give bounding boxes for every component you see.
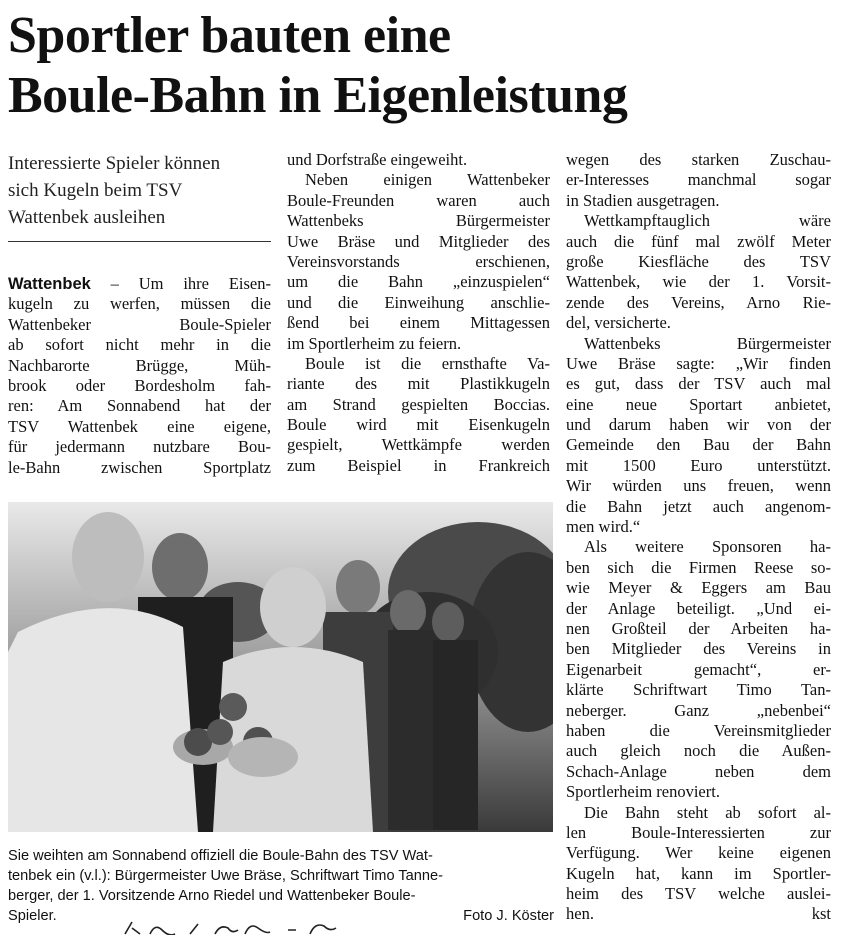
text-line: ab sofort nicht mehr in die <box>8 335 271 355</box>
article-column-2 <box>287 150 550 476</box>
article-column-3 <box>566 150 831 925</box>
caption-line: Spieler. <box>8 908 57 924</box>
text-line: Boule ist die ernsthafte Va- <box>305 353 550 373</box>
text-line: Sportlerheim renoviert. <box>566 782 720 802</box>
text-line: Nachbarorte Brügge, Müh- <box>8 355 271 375</box>
text-line: die Bahn jetzt auch angenom- <box>566 496 831 516</box>
text-line: eine neue Sportart anbietet, <box>566 394 831 414</box>
text-line-end: hen. <box>566 904 594 924</box>
text-line: klärte Schriftwart Timo Tan- <box>566 680 831 700</box>
text-line: auch die fünf mal zwölf Meter <box>566 231 831 251</box>
text-line: Verfügung. Wer keine eigenen <box>566 843 831 863</box>
text-line: nen Großteil der Arbeiten ha- <box>566 618 831 638</box>
text-line: Boule wird mit Eisenkugeln <box>287 415 550 435</box>
text-line: Uwe Bräse sagte: „Wir finden <box>566 353 831 373</box>
text-line: mit 1500 Euro unterstützt. <box>566 455 831 475</box>
text-line: auch gleich noch die Außen- <box>566 741 831 761</box>
text-line: Schach-Anlage neben dem <box>566 761 831 781</box>
text-line: ben Mitglieder des Vereins in <box>566 639 831 659</box>
article-photo <box>8 502 553 832</box>
text-line: Eigenarbeit gemacht“, er- <box>566 659 831 679</box>
caption-line: tenbek ein (v.l.): Bürgermeister Uwe Bräse, Schriftwart Timo Tanne- <box>8 868 443 884</box>
text-line: neberger. Ganz „nebenbei“ <box>566 700 831 720</box>
text-line: Boule-Freunden waren auch <box>287 190 550 210</box>
text-line: für jedermann nutzbare Bou- <box>8 437 271 457</box>
text-line: brook oder Bordesholm fah- <box>8 375 271 395</box>
text-line: und Dorfstraße eingeweiht. <box>287 150 468 169</box>
headline-line-2: Boule-Bahn in Eigenleistung <box>8 67 628 124</box>
text-line: Wettkampftauglich wäre <box>584 211 831 231</box>
subhead-line: sich Kugeln beim TSV <box>8 180 183 201</box>
text-line: Wattenbek – Um ihre Eisen- <box>8 274 271 293</box>
text-line: Wir würden uns freuen, wenn <box>566 476 831 496</box>
text-line: in Stadien ausgetragen. <box>566 190 720 210</box>
text-line: zum Beispiel in Frankreich <box>287 455 550 475</box>
headline-line-1: Sportler bauten eine <box>8 7 451 64</box>
subhead-line: Wattenbek ausleihen <box>8 207 166 228</box>
text-line: und die Einweihung anschlie- <box>287 292 550 312</box>
text-line: der Anlage beteiligt. „Und ei- <box>566 598 831 618</box>
text-line: um die Bahn „einzuspielen“ <box>287 272 550 292</box>
article-column-1 <box>8 274 271 478</box>
headline <box>8 6 838 126</box>
text-line: gespielt, Wettkämpfe werden <box>287 435 550 455</box>
text-line: große Kiesfläche des TSV <box>566 251 831 271</box>
photo-credit: Foto J. Köster <box>463 908 554 924</box>
text-line: del, versicherte. <box>566 313 671 333</box>
text-line: wegen des starken Zuschau- <box>566 150 831 169</box>
text-line: riante des mit Plastikkugeln <box>287 374 550 394</box>
text-line: Wattenbeks Bürgermeister <box>584 333 831 353</box>
text-line: TSV Wattenbek eine eigene, <box>8 416 271 436</box>
caption-line: Sie weihten am Sonnabend offiziell die Boule-Bahn des TSV Wat- <box>8 848 433 864</box>
text-line <box>566 904 831 924</box>
text-line: Neben einigen Wattenbeker <box>305 170 550 190</box>
text-line: und darum haben wir von der <box>566 415 831 435</box>
text-line: haben die Vereinsmitglieder <box>566 720 831 740</box>
text-line: Uwe Bräse und Mitglieder des <box>287 231 550 251</box>
text-line: er-Interesses manchmal sogar <box>566 170 831 190</box>
caption-line: berger, der 1. Vorsitzende Arno Riedel und Wattenbeker Boule- <box>8 888 416 904</box>
handwritten-date-annotation <box>120 918 360 935</box>
text-line: zende des Vereins, Arno Rie- <box>566 292 831 312</box>
subhead-line: Interessierte Spieler können <box>8 153 221 174</box>
text-line: len Boule-Interessierten zur <box>566 822 831 842</box>
text-line: Kugeln hat, kann im Sportler- <box>566 863 831 883</box>
text-line: es gut, dass der TSV auch mal <box>566 374 831 394</box>
text-line: Vereinsvorstands erschienen, <box>287 251 550 271</box>
text-line: ben sich die Firmen Reese so- <box>566 557 831 577</box>
text-line: kugeln zu werfen, müssen die <box>8 294 271 314</box>
text-line: Wattenbek, wie der 1. Vorsit- <box>566 272 831 292</box>
subhead-divider <box>8 241 271 242</box>
text-line: ßend bei einem Mittagessen <box>287 313 550 333</box>
text-line: am Strand gespielten Boccias. <box>287 394 550 414</box>
subheadline <box>8 150 270 231</box>
text-line: Als weitere Sponsoren ha- <box>584 537 831 557</box>
photo-illustration <box>8 502 553 832</box>
text-line: men wird.“ <box>566 517 641 537</box>
photo-caption <box>8 846 554 926</box>
text-line: heim des TSV welche auslei- <box>566 884 831 904</box>
text-line: Wattenbeker Boule-Spieler <box>8 314 271 334</box>
text-line: ren: Am Sonnabend hat der <box>8 396 271 416</box>
dateline: Wattenbek <box>8 275 91 293</box>
text-line: Wattenbeks Bürgermeister <box>287 211 550 231</box>
text-line: le-Bahn zwischen Sportplatz <box>8 457 271 477</box>
text-line: Gemeinde den Bau der Bahn <box>566 435 831 455</box>
text-line: im Sportlerheim zu feiern. <box>287 333 462 353</box>
text-line: wie Meyer & Eggers am Bau <box>566 578 831 598</box>
author-initials: kst <box>811 904 831 924</box>
text-line: Die Bahn steht ab sofort al- <box>584 802 831 822</box>
